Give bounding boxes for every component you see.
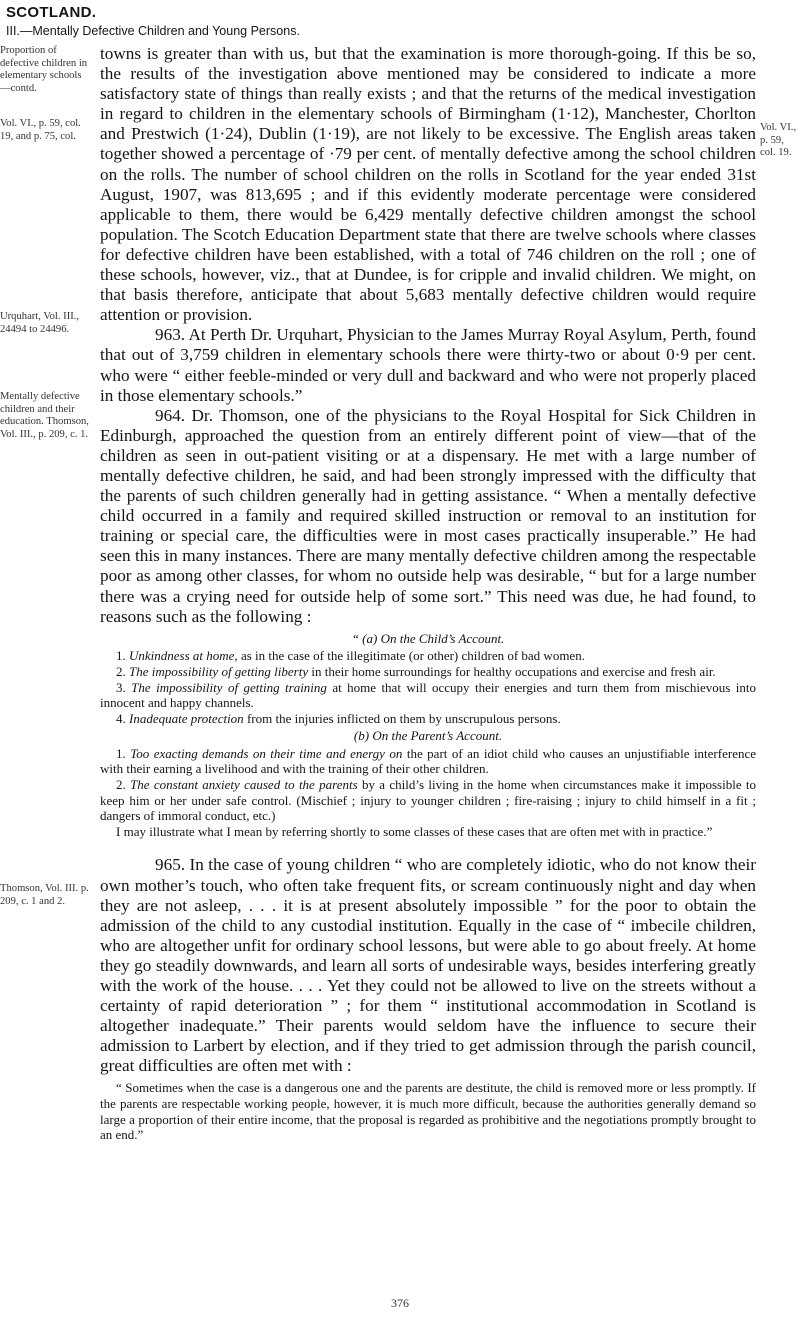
- margin-note-proportion: Proportion of defective children in elementary schools—contd.: [0, 45, 88, 94]
- margin-note-vol-vi: Vol. VI., p. 59, col. 19, and p. 75, col.: [0, 118, 81, 142]
- quote-item: 4. Inadequate protection from the injuries inflicted on them by unscrupulous persons.: [116, 710, 561, 726]
- quotation-parish: [100, 1080, 756, 1142]
- running-head: [6, 4, 300, 38]
- margin-note-thomson-edu: Mentally defective children and their education. Thomson, Vol. III., p. 209, c. 1.: [0, 391, 89, 440]
- quote-item: 2. The impossibility of getting liberty in their home surroundings for healthy occupations and exercise and fresh air.: [116, 663, 716, 679]
- paragraph-964: 964. Dr. Thomson, one of the physicians to the Royal Hospital for Sick Children in Edinburgh, approached the question from an entirely different point of view—that of the children as seen in out-patient visiting or at a dispensary. He met with a large number of mentally defective children, he said, and had been strongly impressed with the difficulty that the parents of such children generally had in getting assistance. “ When a mentally defective child occurred in a family and required skilled instruction or removal to an institution for training or special care, the difficulties were in most cases practically insuperable.” He had seen this in many instances. There are many mentally defective children among the respectable poor as among other classes, for whom no outside help was desirable, “ but for a large number there was a crying need for outside help of some sort.” This need was due, he had found, to reasons such as the following :: [100, 405, 756, 626]
- quote-heading-parent: (b) On the Parent’s Account.: [353, 728, 503, 744]
- section-heading: III.—Mentally Defective Children and Young Persons.: [6, 24, 300, 38]
- margin-note-thomson: Thomson, Vol. III. p. 209, c. 1 and 2.: [0, 883, 89, 907]
- quote-parish-text: “ Sometimes when the case is a dangerous one and the parents are destitute, the child is removed more or less promptly. If the parents are respectable working people, however, it is much more difficult, because the authorities generally demand so large a proportion of their entire income, that the proposal is regarded as prohibitive and the negotiations promptly brought to an end.”: [100, 1080, 756, 1143]
- quote-item: 1. Unkindness at home, as in the case of the illegitimate (or other) children of bad women.: [116, 648, 585, 664]
- quote-item: 1. Too exacting demands on their time and energy on the part of an idiot child who causes an unjustifiable interference with their earning a livelihood and with the training of their other children.: [100, 745, 757, 777]
- country-heading: SCOTLAND.: [6, 4, 97, 21]
- paragraph-965: 965. In the case of young children “ who are completely idiotic, who do not know their own mother’s touch, who often take frequent fits, or scream continuously night and day when they are not asleep, . . . it is at present absolutely impossible ” for the poor to obtain the admission of the child to any custodial institution. Equally in the case of “ imbecile children, who are altogether unfit for ordinary school lessons, but were able to go about freely. At home they go steadily downwards, and learn all sorts of undesirable ways, besides interfering greatly with the work of the house. . . . Yet they could not be allowed to live on the streets without a certainty of rapid deterioration ” ; for them “ institutional accommodation in Scotland is altogether inadequate.” Their parents would seldom have the influence to secure their admission to Larbert by election, and if they tried to get admission through the parish council, great difficulties are often met with :: [100, 855, 756, 1076]
- body-text: [100, 44, 756, 1143]
- quote-item: 3. The impossibility of getting training at home that will occupy their energies and turn them from mischievous into innocent and happy channels.: [100, 679, 756, 711]
- quote-closing: I may illustrate what I mean by referring shortly to some classes of these cases that are often met with in practice.”: [116, 823, 713, 839]
- quotation-thomson: [100, 631, 756, 840]
- paragraph-962-continued: towns is greater than with us, but that the examination is more thorough-going. If this be so, the results of the investigation above mentioned may be considered to indicate a more satisfactory state of things than really exists ; and that the returns of the medical investigation in regard to children in the elementary schools of Birmingham (1·12), Manchester, Chorlton and Prestwich (1·24), Dublin (1·19), are not likely to be excessive. The English areas taken together showed a percentage of ·79 per cent. of mentally defective among the school children on the rolls. The number of school children on the rolls in Scotland for the year ended 31st August, 1907, was 813,695 ; and if this evidently moderate percentage were considered applicable to them, there would be 6,429 mentally defective children amongst the school population. The Scotch Education Department state that there are twelve schools where classes for defective children have been established, with a total of 746 children on the roll ; one of these schools, however, viz., that at Dundee, is for cripple and invalid children. We might, on that basis therefore, anticipate that about 5,683 mentally defective children would require attention or provision.: [100, 44, 756, 325]
- margin-note-right: Vol. VI., p. 59, col. 19.: [760, 122, 797, 159]
- page-number: 376: [391, 1296, 409, 1310]
- quote-item: 2. The constant anxiety caused to the parents by a child’s living in the home when circumstances make it impossible to keep him or her under safe control. (Mischief ; injury to younger children ; fire-raising ; injury to child himself in a fit ; dangers of immoral conduct, etc.): [100, 777, 757, 824]
- quote-heading-child: “ (a) On the Child’s Account.: [351, 630, 505, 646]
- paragraph-963: 963. At Perth Dr. Urquhart, Physician to the James Murray Royal Asylum, Perth, found that out of 3,759 children in elementary schools there were thirty-two or about 0·9 per cent. who were “ either feeble-minded or very dull and backward and who were not properly placed in those elementary schools.”: [100, 325, 756, 405]
- margin-note-urquhart: Urquhart, Vol. III., 24494 to 24496.: [0, 311, 80, 335]
